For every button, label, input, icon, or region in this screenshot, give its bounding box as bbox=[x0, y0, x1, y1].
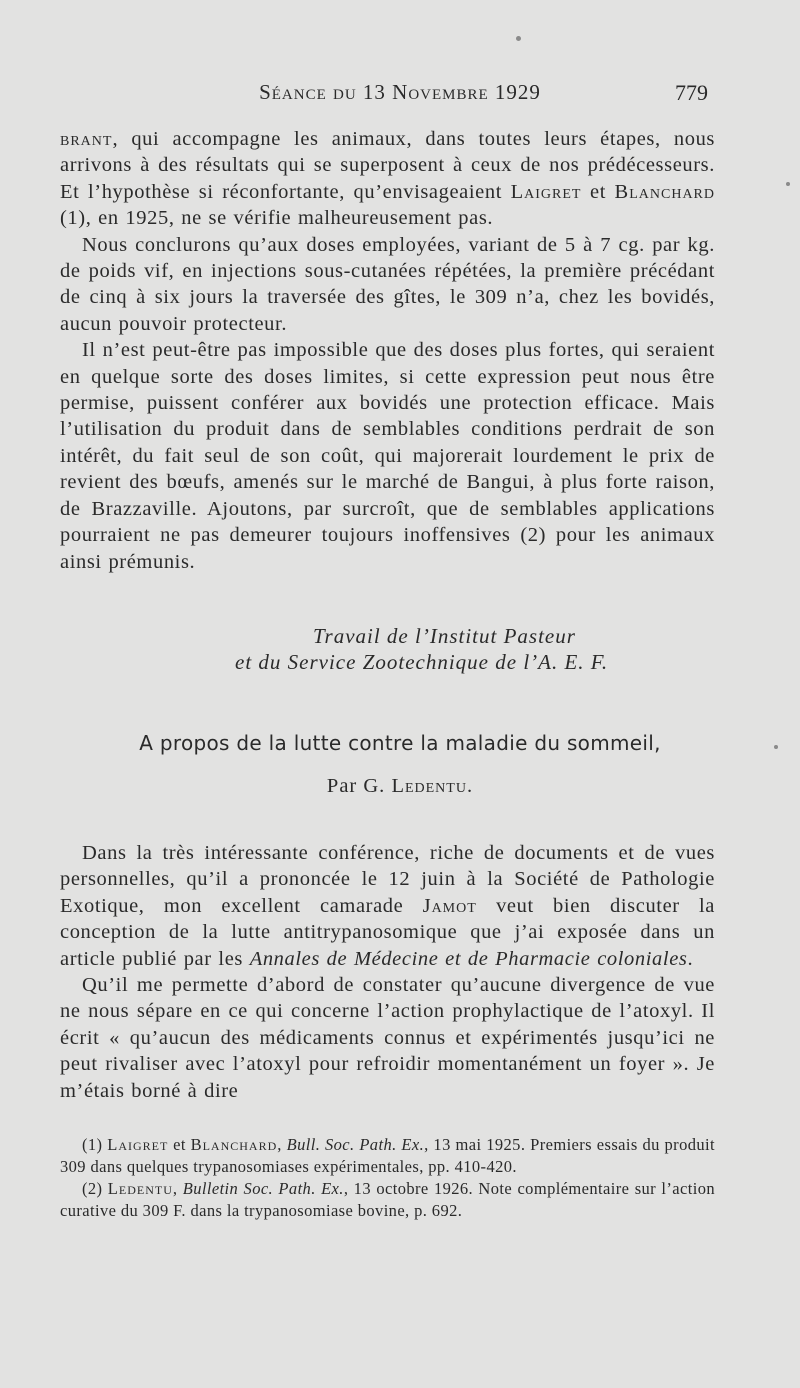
small-caps-name: Ledentu bbox=[107, 1179, 173, 1198]
paragraph bbox=[60, 337, 715, 575]
text-run: (2) bbox=[82, 1179, 108, 1198]
running-title: Séance du 13 Novembre 1929 bbox=[259, 80, 541, 104]
italic-text: Bull. Soc. Path. Ex. bbox=[286, 1135, 425, 1154]
small-caps-name: Blanchard bbox=[614, 180, 715, 203]
text-run: . bbox=[687, 947, 694, 970]
text-run: (1), en 1925, ne se vérifie malheureusement pas. bbox=[60, 207, 494, 230]
text-run: Il n’est peut-être pas impossible que des doses plus fortes, qui seraient en quelque sorte des doses limites, si cette expression peut nous être permise, puissent conférer aux bovidés une protection efficace. Mais l’utilisation du produit dans de semblables conditions perdrait de son intérêt, du fait seul de son coût, qui majorerait lourdement le prix de revient des bœufs, amenés sur le marché de Bangui, à plus forte raison, de Brazzaville. Ajoutons, par surcroît, que de semblables applications pourraient ne pas demeurer toujours inoffensives (2) pour les animaux ainsi prémunis. bbox=[60, 339, 715, 573]
byline-prefix: Par G. bbox=[326, 775, 392, 797]
text-run: , 13 octobre 1926. Note complémentaire sur l’action curative du 309 F. dans la trypanosomiase bovine, p. 692. bbox=[60, 1179, 715, 1220]
print-speck bbox=[786, 182, 790, 186]
small-caps-name: Laigret bbox=[107, 1135, 169, 1154]
text-run: Dans la très intéressante conférence, riche de documents et de vues personnelles, qu’il a prononcée le 12 juin à la Société de Pathologie Exotique, mon excellent camarade bbox=[60, 842, 715, 917]
paragraph bbox=[60, 232, 715, 338]
text-run: et bbox=[581, 180, 615, 203]
footnote bbox=[60, 1134, 715, 1178]
text-run: , bbox=[277, 1135, 287, 1154]
italic-text: Bulletin Soc. Path. Ex. bbox=[182, 1179, 344, 1198]
small-caps-name: brant bbox=[60, 128, 113, 150]
byline bbox=[0, 775, 800, 798]
paragraph bbox=[60, 972, 715, 1104]
print-speck bbox=[516, 36, 521, 41]
small-caps-name: Blanchard bbox=[190, 1135, 278, 1154]
signature-line-1: Travail de l’Institut Pasteur bbox=[313, 624, 576, 648]
paragraph bbox=[60, 840, 715, 972]
italic-text: Annales de Médecine et de Pharmacie coloniales bbox=[249, 947, 688, 970]
page-number: 779 bbox=[675, 80, 708, 105]
text-run: , qui accompagne les animaux, dans toutes leurs étapes, nous arrivons à des résultats qui se superposent à ceux de nos prédécesseurs. Et l’hypothèse si réconfortante, qu’envisageaient bbox=[60, 128, 715, 203]
body-text-bottom bbox=[60, 840, 715, 1104]
text-run: Nous conclurons qu’aux doses employées, variant de 5 à 7 cg. par kg. de poids vif, en injections sous-cutanées répétées, la première précédant de cinq à six jours la traversée des gîtes, le 309 n’a, chez les bovidés, aucun pouvoir protecteur. bbox=[60, 233, 715, 335]
text-run: (1) bbox=[82, 1135, 108, 1154]
footnote bbox=[60, 1178, 715, 1222]
text-run: , bbox=[172, 1179, 183, 1198]
text-run: et bbox=[168, 1135, 191, 1154]
footnotes bbox=[60, 1134, 715, 1222]
author-name: Ledentu. bbox=[391, 775, 474, 797]
small-caps-name: Laigret bbox=[510, 180, 582, 203]
text-run: veut bien discuter la conception de la lutte antitrypanosomique que j’ai exposée dans un article publié par les bbox=[60, 894, 715, 970]
paragraph bbox=[60, 126, 715, 232]
text-run: , 13 mai 1925. Premiers essais du produit 309 dans quelques trypanosomiases expérimentales, pp. 410-420. bbox=[60, 1135, 715, 1176]
text-run: Qu’il me permette d’abord de constater qu’aucune divergence de vue ne nous sépare en ce qui concerne l’action prophylactique de l’atoxyl. Il écrit « qu’aucun des médicaments connus et expérimentés jusqu’ici ne peut rivaliser avec l’atoxyl pour refroidir momentanément un foyer ». Je m’étais borné à dire bbox=[60, 974, 715, 1102]
small-caps-name: Jamot bbox=[422, 894, 477, 917]
article-title: A propos de la lutte contre la maladie du sommeil, bbox=[139, 731, 661, 755]
body-text-top bbox=[60, 126, 715, 575]
signature-line-2: et du Service Zootechnique de l’A. E. F. bbox=[235, 650, 609, 674]
page-header bbox=[0, 80, 800, 110]
